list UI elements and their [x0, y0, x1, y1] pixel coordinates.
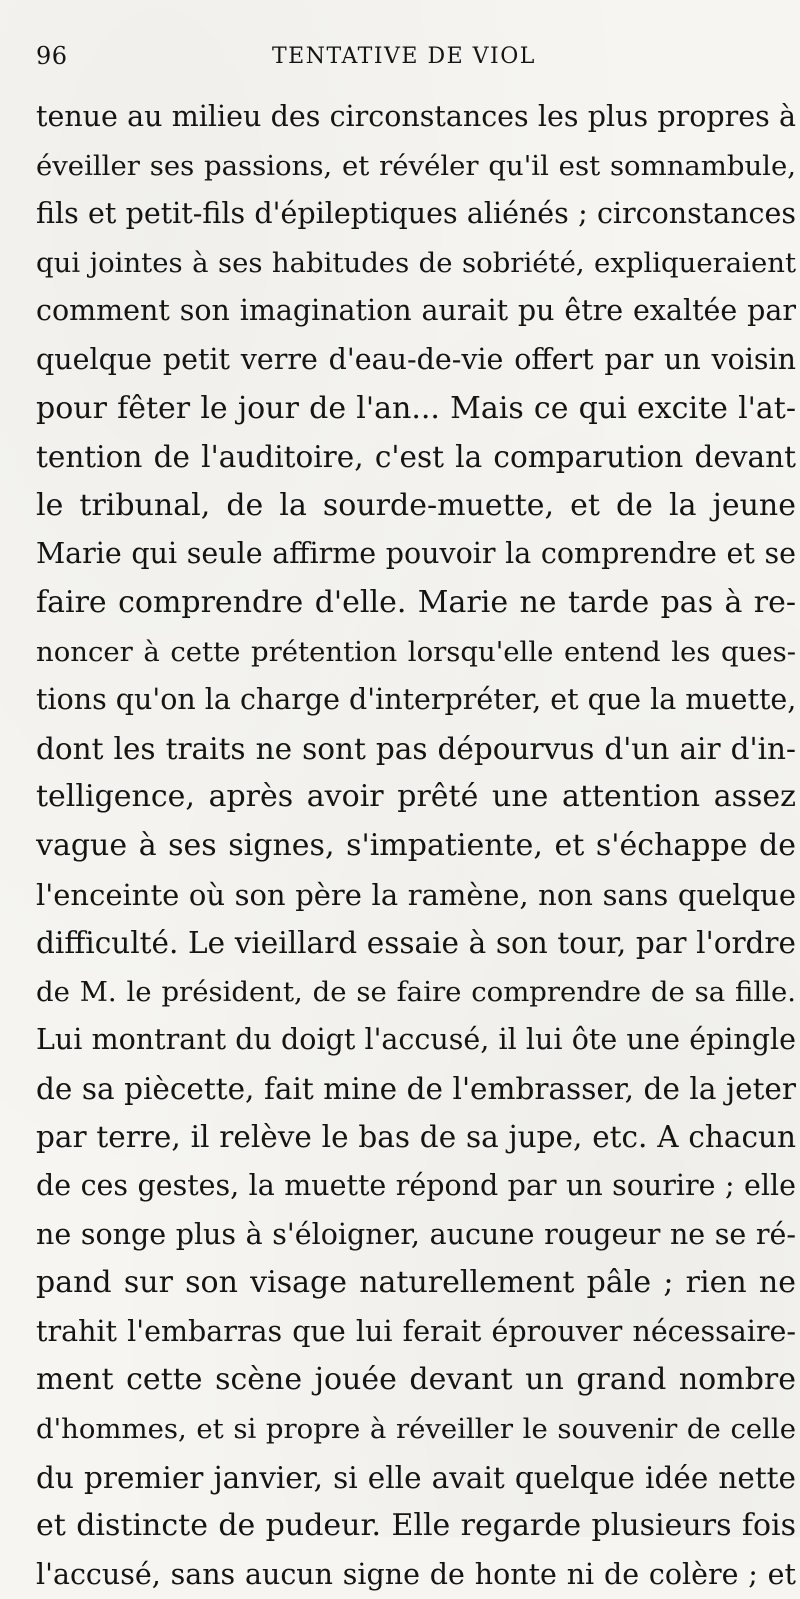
text-line: comment son imagination aurait pu être exaltée par: [36, 294, 796, 328]
text-line: et distincte de pudeur. Elle regarde plusieurs fois: [36, 1508, 796, 1544]
text-line: quelque petit verre d'eau-de-vie offert par un voisin: [36, 342, 796, 376]
text-line: d'hommes, et si propre à réveiller le souvenir de celle: [36, 1413, 796, 1446]
text-line: du premier janvier, si elle avait quelque idée nette: [36, 1460, 796, 1495]
text-line: éveiller ses passions, et révéler qu'il est somnambule,: [36, 149, 796, 182]
body-text: [36, 93, 796, 1599]
text-line: noncer à cette prétention lorsqu'elle entend les ques-: [36, 635, 796, 668]
text-line: l'enceinte où son père la ramène, non sans quelque: [36, 877, 796, 912]
text-line: tention de l'auditoire, c'est la comparution devant: [36, 440, 796, 475]
text-line: telligence, après avoir prêté une attention assez: [36, 779, 796, 815]
text-line: le tribunal, de la sourde-muette, et de la jeune: [36, 487, 796, 523]
text-line: qui jointes à ses habitudes de sobriété, expliqueraient: [36, 246, 796, 279]
text-line: ne songe plus à s'éloigner, aucune rougeur ne se ré-: [36, 1217, 796, 1251]
text-line: vague à ses signes, s'impatiente, et s'échappe de: [36, 827, 796, 863]
text-line: dont les traits ne sont pas dépourvus d'un air d'in-: [36, 731, 796, 766]
page-number: 96: [36, 42, 68, 70]
text-line: de sa piècette, fait mine de l'embrasser, de la jeter: [36, 1071, 796, 1106]
text-line: Marie qui seule affirme pouvoir la comprendre et se: [36, 537, 796, 571]
text-line: trahit l'embarras que lui ferait éprouver nécessaire-: [36, 1314, 796, 1348]
text-line: difficulté. Le vieillard essaie à son tour, par l'ordre: [36, 926, 796, 961]
text-line: ment cette scène jouée devant un grand nombre: [36, 1362, 796, 1398]
text-line: de M. le président, de se faire comprendre de sa fille.: [36, 975, 796, 1008]
running-title: TENTATIVE DE VIOL: [272, 44, 536, 69]
text-line: tenue au milieu des circonstances les plus propres à: [36, 100, 796, 133]
text-line: par terre, il relève le bas de sa jupe, etc. A chacun: [36, 1120, 796, 1155]
text-line: pand sur son visage naturellement pâle ; rien ne: [36, 1265, 796, 1301]
text-line: de ces gestes, la muette répond par un sourire ; elle: [36, 1169, 796, 1203]
text-line: tions qu'on la charge d'interpréter, et que la muette,: [36, 683, 796, 717]
text-line: Lui montrant du doigt l'accusé, il lui ôte une épingle: [36, 1023, 796, 1057]
text-line: pour fêter le jour de l'an... Mais ce qui excite l'at-: [36, 390, 796, 426]
text-line: faire comprendre d'elle. Marie ne tarde pas à re-: [36, 584, 796, 620]
text-line: fils et petit-fils d'épileptiques aliénés ; circonstances: [36, 197, 796, 231]
text-line: l'accusé, sans aucun signe de honte ni de colère ; et: [36, 1557, 796, 1591]
